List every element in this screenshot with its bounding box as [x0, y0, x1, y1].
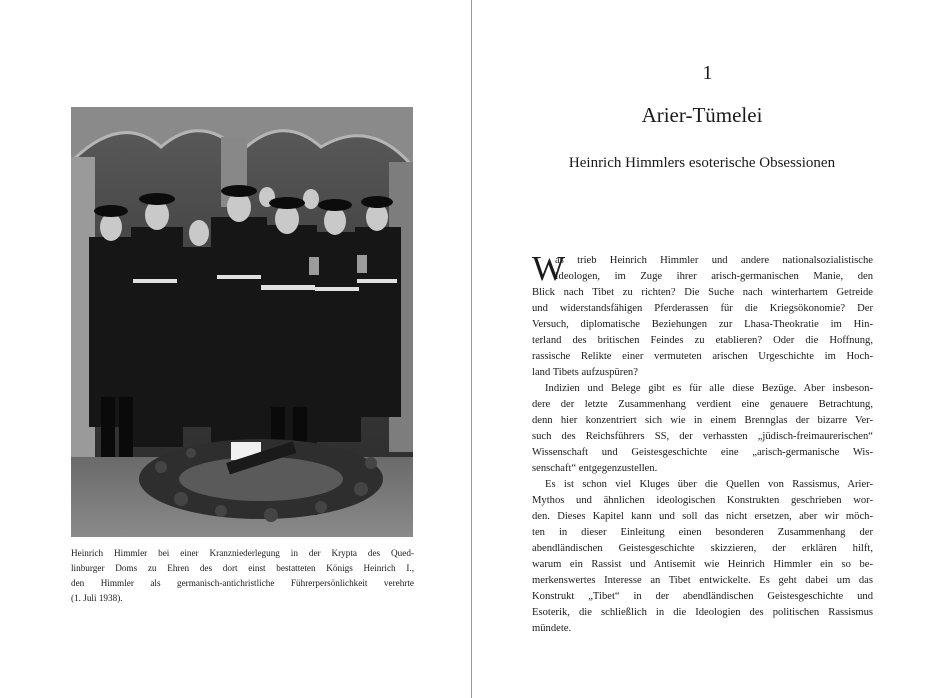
- text-line: den. Dieses Kapitel kann und soll das nicht ersetzen, aber wir möch-: [532, 511, 873, 522]
- caption-line: den Himmler als germanisch-antichristliche Führerpersönlichkeit verehrte: [71, 578, 414, 588]
- text-line: Blick nach Tibet zu richten? Die Suche nach winterhartem Getreide: [532, 287, 873, 298]
- caption-line: linburger Doms zu Ehren des dort einst bestatteten Königs Heinrich I.,: [71, 563, 414, 573]
- chapter-body: [532, 249, 873, 637]
- text-line: warum ein Rassist und Antisemit wie Heinrich Himmler ein so be-: [532, 559, 873, 570]
- text-line: Esoterik, die schließlich in die Ideologien des politischen Rassismus: [532, 607, 873, 618]
- drop-cap: W: [532, 249, 566, 288]
- text-line: land Tibets aufzuspüren?: [532, 367, 638, 378]
- text-line: such des Reichsführers SS, der verhassten „jüdisch-freimaurerischen“: [532, 431, 873, 442]
- text-line: ten in dieser Einleitung einen besonderen Zusammenhang der: [532, 527, 873, 538]
- chapter-title: Arier-Tümelei: [641, 103, 763, 127]
- paragraph: [532, 381, 873, 477]
- text-line: as trieb Heinrich Himmler und andere nationalsozialistische: [555, 255, 873, 266]
- caption-line: (1. Juli 1938).: [71, 593, 123, 603]
- chapter-subtitle: Heinrich Himmlers esoterische Obsessionen: [568, 155, 836, 171]
- text-line: und widerstandsfähigen Pferderassen für die Kriegsökonomie? Der: [532, 303, 873, 314]
- text-line: Mythos und ähnlichen ideologischen Konstrukten geschrieben wor-: [532, 495, 873, 506]
- text-line: Konstrukt „Tibet“ in der abendländischen Geistesgeschichte und: [532, 591, 873, 602]
- left-page: [0, 0, 471, 698]
- text-line: senschaft“ entgegenzustellen.: [532, 463, 658, 474]
- text-line: Wissenschaft und Geistesgeschichte eine „arisch-germanische Wis-: [532, 447, 873, 458]
- paragraph: [532, 477, 873, 637]
- text-line: denn hier konzentriert sich wie in einem Brennglas der bizarre Ver-: [532, 415, 873, 426]
- text-line: Es ist schon viel Kluges über die Quellen von Rassismus, Arier-: [545, 479, 873, 490]
- photo-caption: [71, 546, 414, 606]
- paragraph: [532, 249, 873, 381]
- text-line: abendländischen Geistesgeschichte skizzieren, der erklären hilft,: [532, 543, 873, 554]
- text-line: terland des britischen Feindes zu etablieren? Oder die Hoffnung,: [532, 335, 873, 346]
- text-line: Versuch, diplomatische Beziehungen zur Lhasa-Theokratie im Hin-: [532, 319, 873, 330]
- historical-photo: [71, 107, 413, 537]
- text-line: Indizien und Belege gibt es für alle diese Bezüge. Aber insbeson-: [545, 383, 873, 394]
- text-line: merkenswertes Interesse an Tibet entwickelte. Es geht dabei um das: [532, 575, 873, 586]
- text-line: mündete.: [532, 623, 572, 634]
- chapter-number: 1: [702, 62, 713, 84]
- text-line: dere der letzte Zusammenhang verdient eine genauere Betrachtung,: [532, 399, 873, 410]
- text-line: Ideologen, im Zuge ihrer arisch-germanischen Manie, den: [555, 271, 873, 282]
- right-page: [472, 0, 943, 698]
- text-line: rassische Relikte einer vermuteten arischen Urgeschichte im Hoch-: [532, 351, 873, 362]
- caption-line: Heinrich Himmler bei einer Kranzniederlegung in der Krypta des Qued-: [71, 548, 414, 558]
